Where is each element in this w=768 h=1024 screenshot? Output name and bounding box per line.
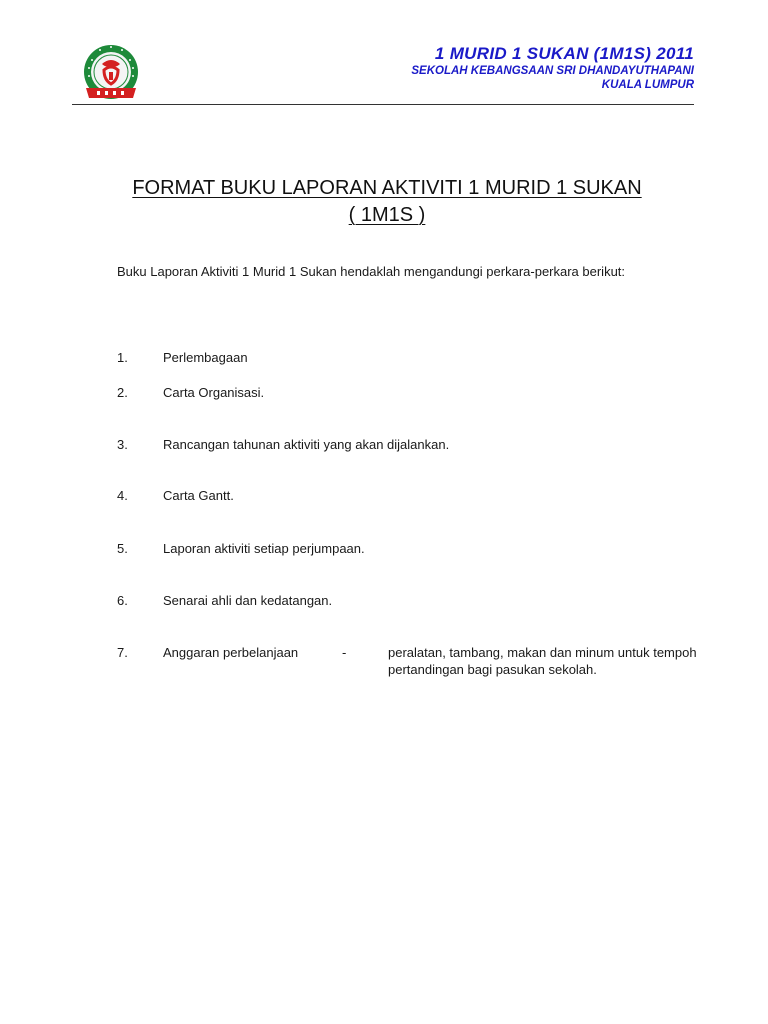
list-item-number: 3. xyxy=(117,437,128,452)
header-divider xyxy=(72,104,694,105)
list-item-text: Senarai ahli dan kedatangan. xyxy=(163,593,333,608)
header-school-name: SEKOLAH KEBANGSAAN SRI DHANDAYUTHAPANI xyxy=(411,65,694,77)
list-item-number: 1. xyxy=(117,350,128,365)
list-item-number: 5. xyxy=(117,541,128,556)
list-item-text: Carta Gantt. xyxy=(163,488,234,503)
list-item-text: Laporan aktiviti setiap perjumpaan. xyxy=(163,541,365,556)
document-title-line2: ( 1M1S ) xyxy=(348,204,426,226)
document-title xyxy=(72,175,702,229)
list-item-number: 2. xyxy=(117,385,128,400)
document-title-line1: FORMAT BUKU LAPORAN AKTIVITI 1 MURID 1 SUKAN xyxy=(132,177,642,199)
list-item-text: Perlembagaan xyxy=(163,350,248,365)
list-item-dash: - xyxy=(342,645,347,660)
list-item-text: Anggaran perbelanjaan xyxy=(163,645,299,660)
list-item-number: 6. xyxy=(117,593,128,608)
list-item-text: Carta Organisasi. xyxy=(163,385,265,400)
document-header xyxy=(411,44,694,92)
list-item-text: Rancangan tahunan aktiviti yang akan dijalankan. xyxy=(163,437,450,452)
list-item-detail: peralatan, tambang, makan dan minum untuk tempoh pertandingan bagi pasukan sekolah. xyxy=(388,645,697,677)
school-crest-icon xyxy=(80,44,142,104)
intro-paragraph: Buku Laporan Aktiviti 1 Murid 1 Sukan hendaklah mengandungi perkara-perkara berikut: xyxy=(117,264,626,279)
header-title: 1 MURID 1 SUKAN (1M1S) 2011 xyxy=(434,44,694,63)
list-item-number: 4. xyxy=(117,488,128,503)
list-item-number: 7. xyxy=(117,645,128,660)
header-city: KUALA LUMPUR xyxy=(601,79,694,91)
